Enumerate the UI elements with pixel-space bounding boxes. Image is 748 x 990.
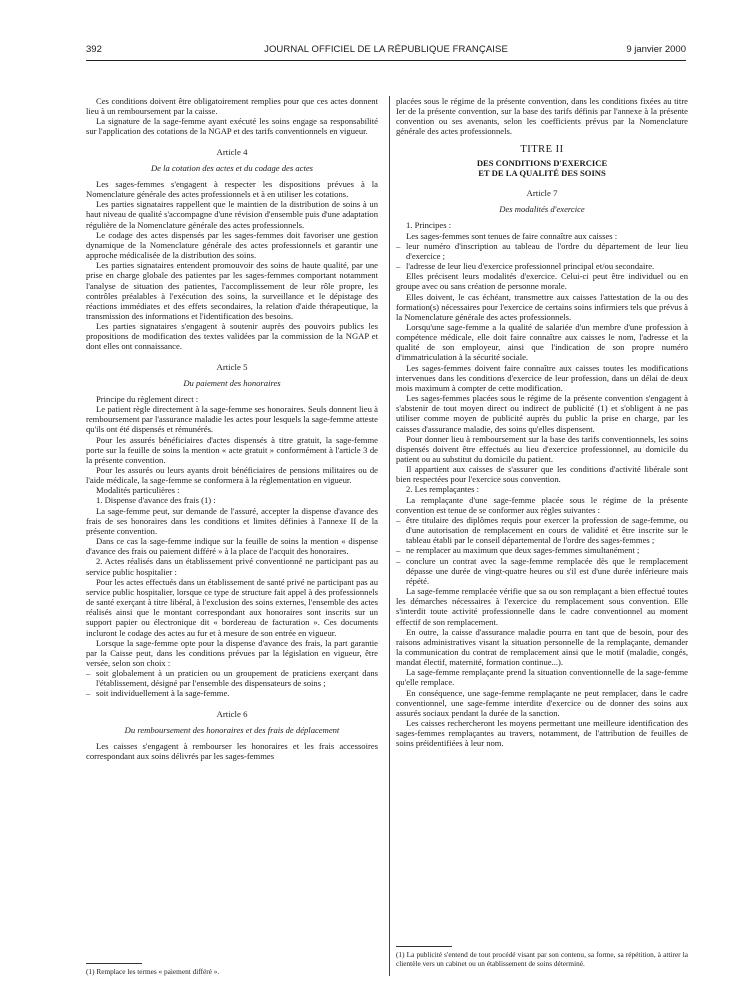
article-7-subtitle: Des modalités d'exercice: [499, 204, 585, 215]
list-item: – conclure un contrat avec la sage-femme remplacée dès que le remplacement dépasse une durée de vingt-quatre heures ou s'il est d'une durée inférieure mais répété.: [396, 556, 688, 586]
footnote-rule: [396, 946, 452, 947]
paragraph: En outre, la caisse d'assurance maladie pourra en tant que de besoin, pour des raisons administratives visant la situation personnelle de la remplaçante, demander la communication du contrat de remplacement ainsi que le motif (maladie, congés, mandat électif, maternité, formation continue...).: [396, 626, 688, 668]
paragraph: La signature de la sage-femme ayant exécuté les soins engage sa responsabilité sur l'application des cotations de la NGAP et des tarifs conventionnels en vigueur.: [86, 116, 378, 137]
column-divider: [389, 96, 390, 976]
paragraph: Pour les assurés bénéficiaires d'actes dispensés à titre gratuit, la sage-femme porte sur la feuille de soins la mention « acte gratuit » conformément à l'article 3 de la présente convention.: [86, 434, 378, 465]
paragraph: Pour les actes effectués dans un établissement de santé privé ne participant pas au service public hospitalier, lorsque ce type de structure fait appel à des professionnels de santé exerçant à titre libéral, à l'exclusion des soins externes, l'ensemble des actes réalisés ainsi que le montant correspondant aux honoraires sont inscrits sur un support papier ou électronique dit « bordereau de facturation ». Ces documents incluront le codage des actes au fur et à mesure de son entrée en vigueur.: [86, 576, 378, 638]
list-item: – être titulaire des diplômes requis pour exercer la profession de sage-femme, ou d'une autorisation de remplacement en cours de validité et être inscrite sur le tableau établi par le conseil départemental de l'ordre des sages-femmes ;: [396, 515, 688, 545]
article-5-subtitle: Du paiement des honoraires: [183, 377, 281, 388]
paragraph: placées sous le régime de la présente convention, dans les conditions fixées au titre Ier de la présente convention, sur la base des tarifs définis par l'annexe à la présente convention ou ses avenants, selon les coefficients prévus par la Nomenclature générale des actes professionnels.: [396, 96, 688, 137]
bullet-list: [396, 241, 688, 271]
paragraph: Dans ce cas la sage-femme indique sur la feuille de soins la mention « dispense d'avance des frais ou paiement différé » à la place de l'acquit des honoraires.: [86, 536, 378, 557]
paragraph: Lorsqu'une sage-femme a la qualité de salariée d'un membre d'une profession à compétence médicale, elle doit faire connaître aux caisses le nom, l'adresse et la qualité de son employeur, ainsi que l'indication de son propre numéro d'immatriculation à la sécurité sociale.: [396, 321, 688, 363]
paragraph: La remplaçante d'une sage-femme placée sous le régime de la présente convention est tenue de se conformer aux règles suivantes :: [396, 494, 688, 515]
list-item: – leur numéro d'inscription au tableau de l'ordre du département de leur lieu d'exercice ;: [396, 241, 688, 261]
paragraph: Les parties signataires entendent promouvoir des soins de haute qualité, par une prise en charge globale des patientes par les sages-femmes comportant notamment l'analyse de situation des patientes, l'accomplissement de leur rôle propre, les contrôles préalables à l'exécution des soins, la surveillance et le dépistage des réactions immédiates et des effets secondaires, la relation d'aide thérapeutique, la transmission des informations et l'identification des besoins.: [86, 260, 378, 321]
article-5-title: Article 5: [216, 361, 248, 372]
article-7-title: Article 7: [526, 188, 558, 199]
footnote: (1) La publicité s'entend de tout procédé visant par son contenu, sa forme, sa répétition, à attirer la clientèle vers un cabinet ou un établissement de soins déterminé.: [396, 950, 688, 968]
page-header: [86, 44, 686, 58]
paragraph: Pour donner lieu à remboursement sur la base des tarifs conventionnels, les soins dispensés doivent être effectués au lieu d'exercice professionnel, au domicile du patient ou au substitut du domicile du patient.: [396, 433, 688, 464]
paragraph: 2. Actes réalisés dans un établissement privé conventionné ne participant pas au service public hospitalier :: [86, 556, 378, 577]
paragraph: En conséquence, une sage-femme remplaçante ne peut remplacer, dans le cadre conventionnel, une sage-femme interdite d'exercice ou de donner des soins aux assurés sociaux pendant la durée de la sanction.: [396, 687, 688, 718]
paragraph: Le patient règle directement à la sage-femme ses honoraires. Seuls donnent lieu à remboursement par l'assurance maladie les actes pour lesquels la sage-femme atteste qu'ils ont été dispensés et rémunérés.: [86, 404, 378, 435]
paragraph: Le codage des actes dispensés par les sages-femmes doit favoriser une gestion dynamique de la Nomenclature générale des actes professionnels et garantir une approche médicalisée de la distribution des soins.: [86, 229, 378, 261]
journal-title: JOURNAL OFFICIEL DE LA RÉPUBLIQUE FRANÇAISE: [264, 44, 508, 55]
list-item: – soit globalement à un praticien ou un groupement de praticiens exerçant dans l'établissement, désigné par l'ensemble des dispensateurs de soins ;: [86, 668, 378, 688]
right-column: [396, 96, 688, 749]
paragraph: 1. Principes :: [406, 220, 452, 231]
paragraph: Les sages-femmes s'engagent à respecter les dispositions prévues à la Nomenclature générale des actes professionnels et à en utiliser les cotations.: [86, 178, 378, 200]
paragraph: Les sages-femmes placées sous le régime de la présente convention s'engagent à s'abstenir de tout moyen direct ou indirect de publicité (1) et s'obligent à ne pas utiliser comme moyen de publicité auprès du public la prise en charge, par les caisses d'assurance maladie, des soins qu'elles dispensent.: [396, 393, 688, 434]
paragraph: Pour les assurés ou leurs ayants droit bénéficiaires de pensions militaires ou de l'aide médicale, la sage-femme se conformera à la réglementation en vigueur.: [86, 465, 378, 486]
footnote-rule: [86, 963, 142, 964]
page-number: 392: [86, 44, 102, 55]
bullet-list: [86, 668, 378, 698]
paragraph: Ces conditions doivent être obligatoirement remplies pour que ces actes donnent lieu à un remboursement par la caisse.: [86, 96, 378, 117]
paragraph: Les caisses rechercheront les moyens permettant une meilleure identification des sages-femmes remplaçantes au travers, notamment, de l'attribution de feuilles de soins préidentifiées à leur nom.: [396, 718, 688, 749]
list-item: – soit individuellement à la sage-femme.: [86, 688, 378, 698]
paragraph: Les sages-femmes doivent faire connaître aux caisses toutes les modifications intervenues dans les conditions d'exercice de leur profession, dans un délai de deux mois maximum à compter de cette modification.: [396, 362, 688, 393]
paragraph: La sage-femme peut, sur demande de l'assuré, accepter la dispense d'avance des frais de ses honoraires dans les conditions et limites définies à l'annexe II de la présente convention.: [86, 505, 378, 536]
article-4-subtitle: De la cotation des actes et du codage des actes: [150, 162, 314, 173]
article-6-title: Article 6: [216, 708, 248, 719]
paragraph: 2. Les remplaçantes :: [406, 484, 480, 495]
titre-subheading: [396, 158, 688, 178]
titre-subheading-line-1: DES CONDITIONS D'EXERCICE: [476, 157, 608, 168]
header-rule: [86, 60, 686, 61]
paragraph: Les parties signataires s'engagent à soutenir auprès des pouvoirs publics les propositions de modification des textes validées par la commission de la NGAP et dont elles ont connaissance.: [86, 321, 378, 352]
left-column: [86, 96, 378, 761]
titre-heading: TITRE II: [520, 143, 564, 155]
paragraph: La sage-femme remplaçante prend la situation conventionnelle de la sage-femme qu'elle remplace.: [396, 667, 688, 688]
list-item: – l'adresse de leur lieu d'exercice professionnel principal et/ou secondaire.: [396, 261, 688, 271]
paragraph: Elles précisent leurs modalités d'exercice. Celui-ci peut être individuel ou en groupe avec ou sans création de personne morale.: [396, 271, 688, 292]
paragraph: 1. Dispense d'avance des frais (1) :: [96, 495, 216, 506]
article-6-subtitle: Du remboursement des honoraires et des frais de déplacement: [124, 724, 340, 735]
footnote: (1) Remplace les termes « paiement différé ».: [86, 967, 220, 976]
paragraph: Il appartient aux caisses de s'assurer que les conditions d'activité libérale sont bien respectées pour l'exercice sous convention.: [396, 464, 688, 485]
paragraph: Principe du règlement direct :: [96, 393, 199, 404]
paragraph: Elles doivent, le cas échéant, transmettre aux caisses l'attestation de la ou des formation(s) nécessaires pour l'exercice de certains soins infirmiers tels que prévus à la Nomenclature générale des actes professionnels.: [396, 291, 688, 322]
paragraph: Modalités particulières :: [96, 485, 180, 496]
paragraph: La sage-femme remplacée vérifie que sa ou son remplaçant a bien effectué toutes les démarches nécessaires à l'exercice du remplacement sous convention. Elle s'interdit toute activité professionnelle dans le cadre conventionnel au moment effectif de son remplacement.: [396, 586, 688, 627]
paragraph: Lorsque la sage-femme opte pour la dispense d'avance des frais, la part garantie par la Caisse peut, dans les conditions prévues par la législation en vigueur, être versée, selon son choix :: [86, 637, 378, 668]
list-item: – ne remplacer au maximum que deux sages-femmes simultanément ;: [396, 545, 688, 555]
paragraph: Les sages-femmes sont tenues de faire connaître aux caisses :: [406, 230, 618, 241]
paragraph: Les caisses s'engagent à rembourser les honoraires et les frais accessoires correspondant aux soins délivrés par les sages-femmes: [86, 740, 378, 762]
article-4-title: Article 4: [216, 146, 248, 157]
paragraph: Les parties signataires rappellent que le maintien de la distribution de soins à un haut niveau de qualité s'accompagne d'une révision d'ensemble puis d'une adaptation régulière de la Nomenclature générale des actes professionnels.: [86, 199, 378, 230]
titre-subheading-line-2: ET DE LA QUALITÉ DES SOINS: [478, 167, 606, 178]
bullet-list: [396, 515, 688, 586]
issue-date: 9 janvier 2000: [626, 44, 686, 55]
